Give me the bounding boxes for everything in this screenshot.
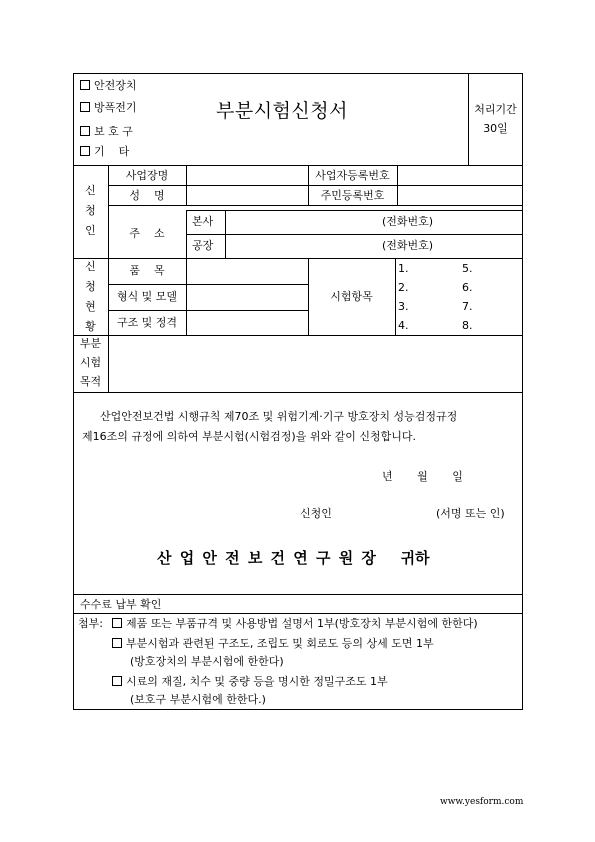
attachments-label: 첨부: [78, 617, 103, 630]
footer-url: www.yesform.com [440, 797, 524, 807]
attachment-item-2[interactable]: 부분시험과 관련된 구조도, 조립도 및 회로도 등의 상세 도면 1부 [112, 638, 434, 649]
attachment-item-2-note: (방호장치의 부분시험에 한한다) [130, 655, 284, 668]
divider [73, 392, 523, 393]
form-title: 부분시험신청서 [216, 100, 348, 122]
head-office-address-field[interactable] [226, 211, 522, 234]
date-line: 년 월 일 [382, 470, 463, 483]
divider [73, 613, 523, 614]
checkbox-icon [80, 146, 90, 156]
test-item-7: 7. [462, 300, 473, 313]
checkbox-icon [80, 102, 90, 112]
statement-line-2: 제16조의 규정에 의하여 부분시험(시험검정)을 위와 같이 신청합니다. [82, 430, 416, 443]
fee-confirmation-label: 수수료 납부 확인 [80, 598, 162, 611]
applicant-section-label: 신 청 인 [85, 184, 96, 237]
head-office-label: 본사 [192, 215, 214, 228]
model-label: 형식 및 모델 [116, 290, 178, 303]
attachment-item-3[interactable]: 시료의 재질, 치수 및 중량 등을 명시한 정밀구조도 1부 [112, 676, 388, 687]
border-top [73, 73, 523, 74]
head-office-phone-label: (전화번호) [382, 215, 434, 228]
applicant-sign-label: 신청인 [300, 507, 332, 520]
factory-label: 공장 [192, 239, 214, 252]
factory-phone-label: (전화번호) [382, 239, 434, 252]
attachment-item-3-note: (보호구 부분시험에 한한다.) [130, 693, 266, 706]
test-item-6: 6. [462, 281, 473, 294]
addressee: 산 업 안 전 보 건 연 구 원 장 귀하 [157, 549, 430, 567]
business-reg-no-field[interactable] [398, 166, 522, 185]
model-field[interactable] [187, 285, 307, 310]
business-name-label: 사업장명 [125, 169, 169, 182]
signature-label: (서명 또는 인) [436, 507, 505, 520]
checkbox-icon [112, 618, 122, 628]
name-field[interactable] [187, 186, 307, 205]
resident-reg-no-label: 주민등록번호 [320, 189, 385, 202]
checkbox-explosion-proof[interactable]: 방폭전기 [80, 102, 137, 113]
checkbox-icon [112, 638, 122, 648]
test-item-5: 5. [462, 262, 473, 275]
test-item-8: 8. [462, 319, 473, 332]
border-bottom [73, 709, 523, 710]
checkbox-safety-device[interactable]: 안전장치 [80, 80, 137, 91]
structure-field[interactable] [187, 311, 307, 335]
divider [108, 205, 523, 206]
business-name-field[interactable] [187, 166, 307, 185]
checkbox-icon [112, 676, 122, 686]
purpose-field[interactable] [109, 336, 522, 392]
structure-label: 구조 및 정격 [116, 316, 178, 329]
checkbox-icon [80, 126, 90, 136]
product-label: 품 목 [129, 264, 165, 277]
test-items-label: 시험항목 [330, 290, 373, 303]
business-reg-no-label: 사업자등록번호 [315, 169, 390, 182]
test-item-3: 3. [398, 300, 409, 313]
test-item-2: 2. [398, 281, 409, 294]
processing-period-label: 처리기간 [474, 103, 517, 116]
factory-address-field[interactable] [226, 235, 522, 258]
checkbox-icon [80, 80, 90, 90]
statement-line-1: 산업안전보건법 시행규칙 제70조 및 위험기계·기구 방호장치 성능검정규정 [100, 410, 458, 423]
divider [395, 258, 396, 335]
purpose-label: 부분 시험 목적 [79, 337, 102, 388]
divider [73, 594, 523, 595]
checkbox-protective-gear[interactable]: 보 호 구 [80, 126, 133, 137]
resident-reg-no-field[interactable] [398, 186, 522, 205]
address-label: 주 소 [129, 227, 165, 240]
test-item-4: 4. [398, 319, 409, 332]
test-item-1: 1. [398, 262, 409, 275]
checkbox-other[interactable]: 기 타 [80, 146, 129, 157]
processing-period-value: 30일 [483, 122, 508, 135]
status-section-label: 신 청 현 황 [85, 260, 96, 333]
name-label: 성 명 [129, 189, 165, 202]
product-field[interactable] [187, 259, 307, 284]
attachment-item-1[interactable]: 제품 또는 부품규격 및 사용방법 설명서 1부(방호장치 부분시험에 한한다) [112, 618, 478, 629]
divider [468, 73, 469, 165]
